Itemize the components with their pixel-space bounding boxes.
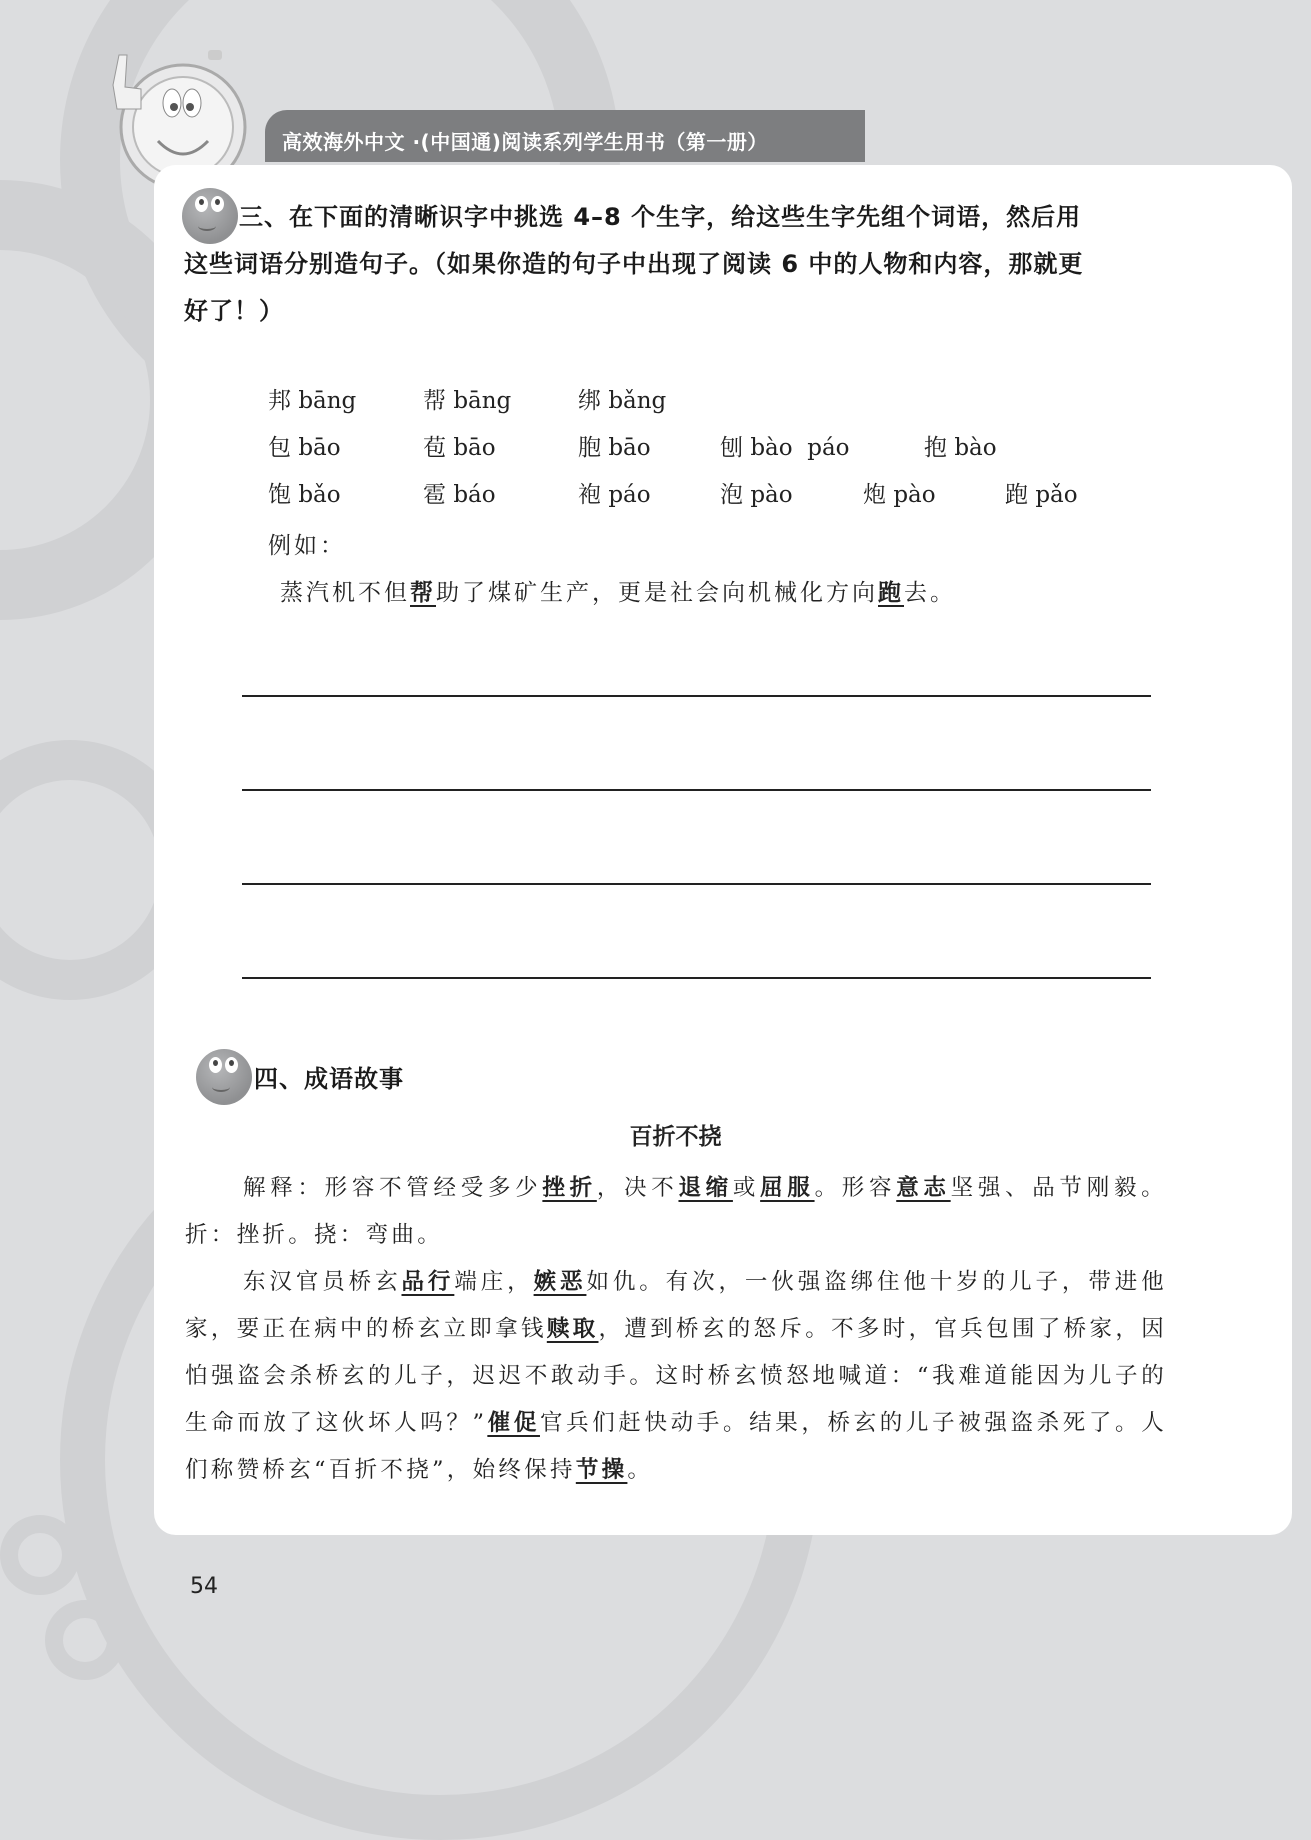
character-item: 抱 bào	[924, 435, 997, 461]
example-sentence: 蒸汽机不但帮助了煤矿生产，更是社会向机械化方向跑去。	[280, 580, 956, 606]
answer-line-3[interactable]	[242, 883, 1151, 885]
answer-line-2[interactable]	[242, 789, 1151, 791]
character-item: 绑 bǎng	[578, 388, 667, 414]
example-label: 例如：	[268, 533, 346, 559]
character-item: 饱 bǎo	[268, 482, 341, 508]
section-3-heading	[184, 194, 1164, 335]
answer-line-1[interactable]	[242, 695, 1151, 697]
vocab-word: 赎取	[546, 1316, 599, 1342]
character-item: 帮 bāng	[423, 388, 512, 414]
character-item: 胞 bāo	[578, 435, 651, 461]
character-item: 泡 pào	[720, 482, 793, 508]
character-item: 雹 báo	[423, 482, 496, 508]
page-number: 54	[190, 1574, 218, 1599]
idiom-story: 东汉官员桥玄品行端庄，嫉恶如仇。有次，一伙强盗绑住他十岁的儿子，带进他家，要正在病中的桥玄立即拿钱赎取，遭到桥玄的怒斥。不多时，官兵包围了桥家，因怕强盗会杀桥玄的儿子，迟迟不敢动手。这时桥玄愤怒地喊道：“我难道能因为儿子的生命而放了这伙坏人吗？”催促官兵们赶快动手。结果，桥玄的儿子被强盗杀死了。人们称赞桥玄“百折不挠”，始终保持节操。	[185, 1269, 1167, 1483]
vocab-word: 挫折	[542, 1175, 597, 1201]
section-3-heading-line-1: 三、在下面的清晰识字中挑选 4–8 个生字，给这些生字先组个词语，然后用	[239, 203, 1082, 231]
character-item: 袍 páo	[578, 482, 651, 508]
character-item: 炮 pào	[863, 482, 936, 508]
vocab-word: 退缩	[678, 1175, 733, 1201]
section-3-heading-line-3: 好了！）	[184, 297, 284, 325]
vocab-word: 节操	[575, 1457, 628, 1483]
idiom-explanation: 解释：形容不管经受多少挫折，决不退缩或屈服。形容意志坚强、品节刚毅。折：挫折。挠：弯曲。	[185, 1175, 1167, 1248]
character-item: 包 bāo	[268, 435, 341, 461]
vocab-word: 意志	[896, 1175, 951, 1201]
vocab-word: 品行	[401, 1269, 455, 1295]
character-item: 跑 pǎo	[1005, 482, 1078, 508]
vocab-word: 屈服	[760, 1175, 815, 1201]
smiley-face-icon	[196, 1049, 252, 1105]
character-item: 苞 bāo	[423, 435, 496, 461]
section-4-heading: 四、成语故事	[254, 1065, 404, 1093]
answer-line-4[interactable]	[242, 977, 1151, 979]
character-item: 刨 bào páo	[720, 435, 850, 461]
highlighted-character: 帮	[410, 580, 436, 606]
vocab-word: 催促	[487, 1410, 540, 1436]
background-ring	[45, 1600, 125, 1680]
character-item: 邦 bāng	[268, 388, 357, 414]
book-title: 高效海外中文 ·(中国通)阅读系列学生用书（第一册）	[282, 130, 768, 154]
highlighted-character: 跑	[878, 580, 904, 606]
vocab-word: 嫉恶	[533, 1269, 587, 1295]
story-title: 百折不挠	[629, 1124, 722, 1150]
background-ring	[0, 1515, 80, 1595]
section-3-heading-line-2: 这些词语分别造句子。（如果你造的句子中出现了阅读 6 中的人物和内容，那就更	[184, 250, 1084, 278]
